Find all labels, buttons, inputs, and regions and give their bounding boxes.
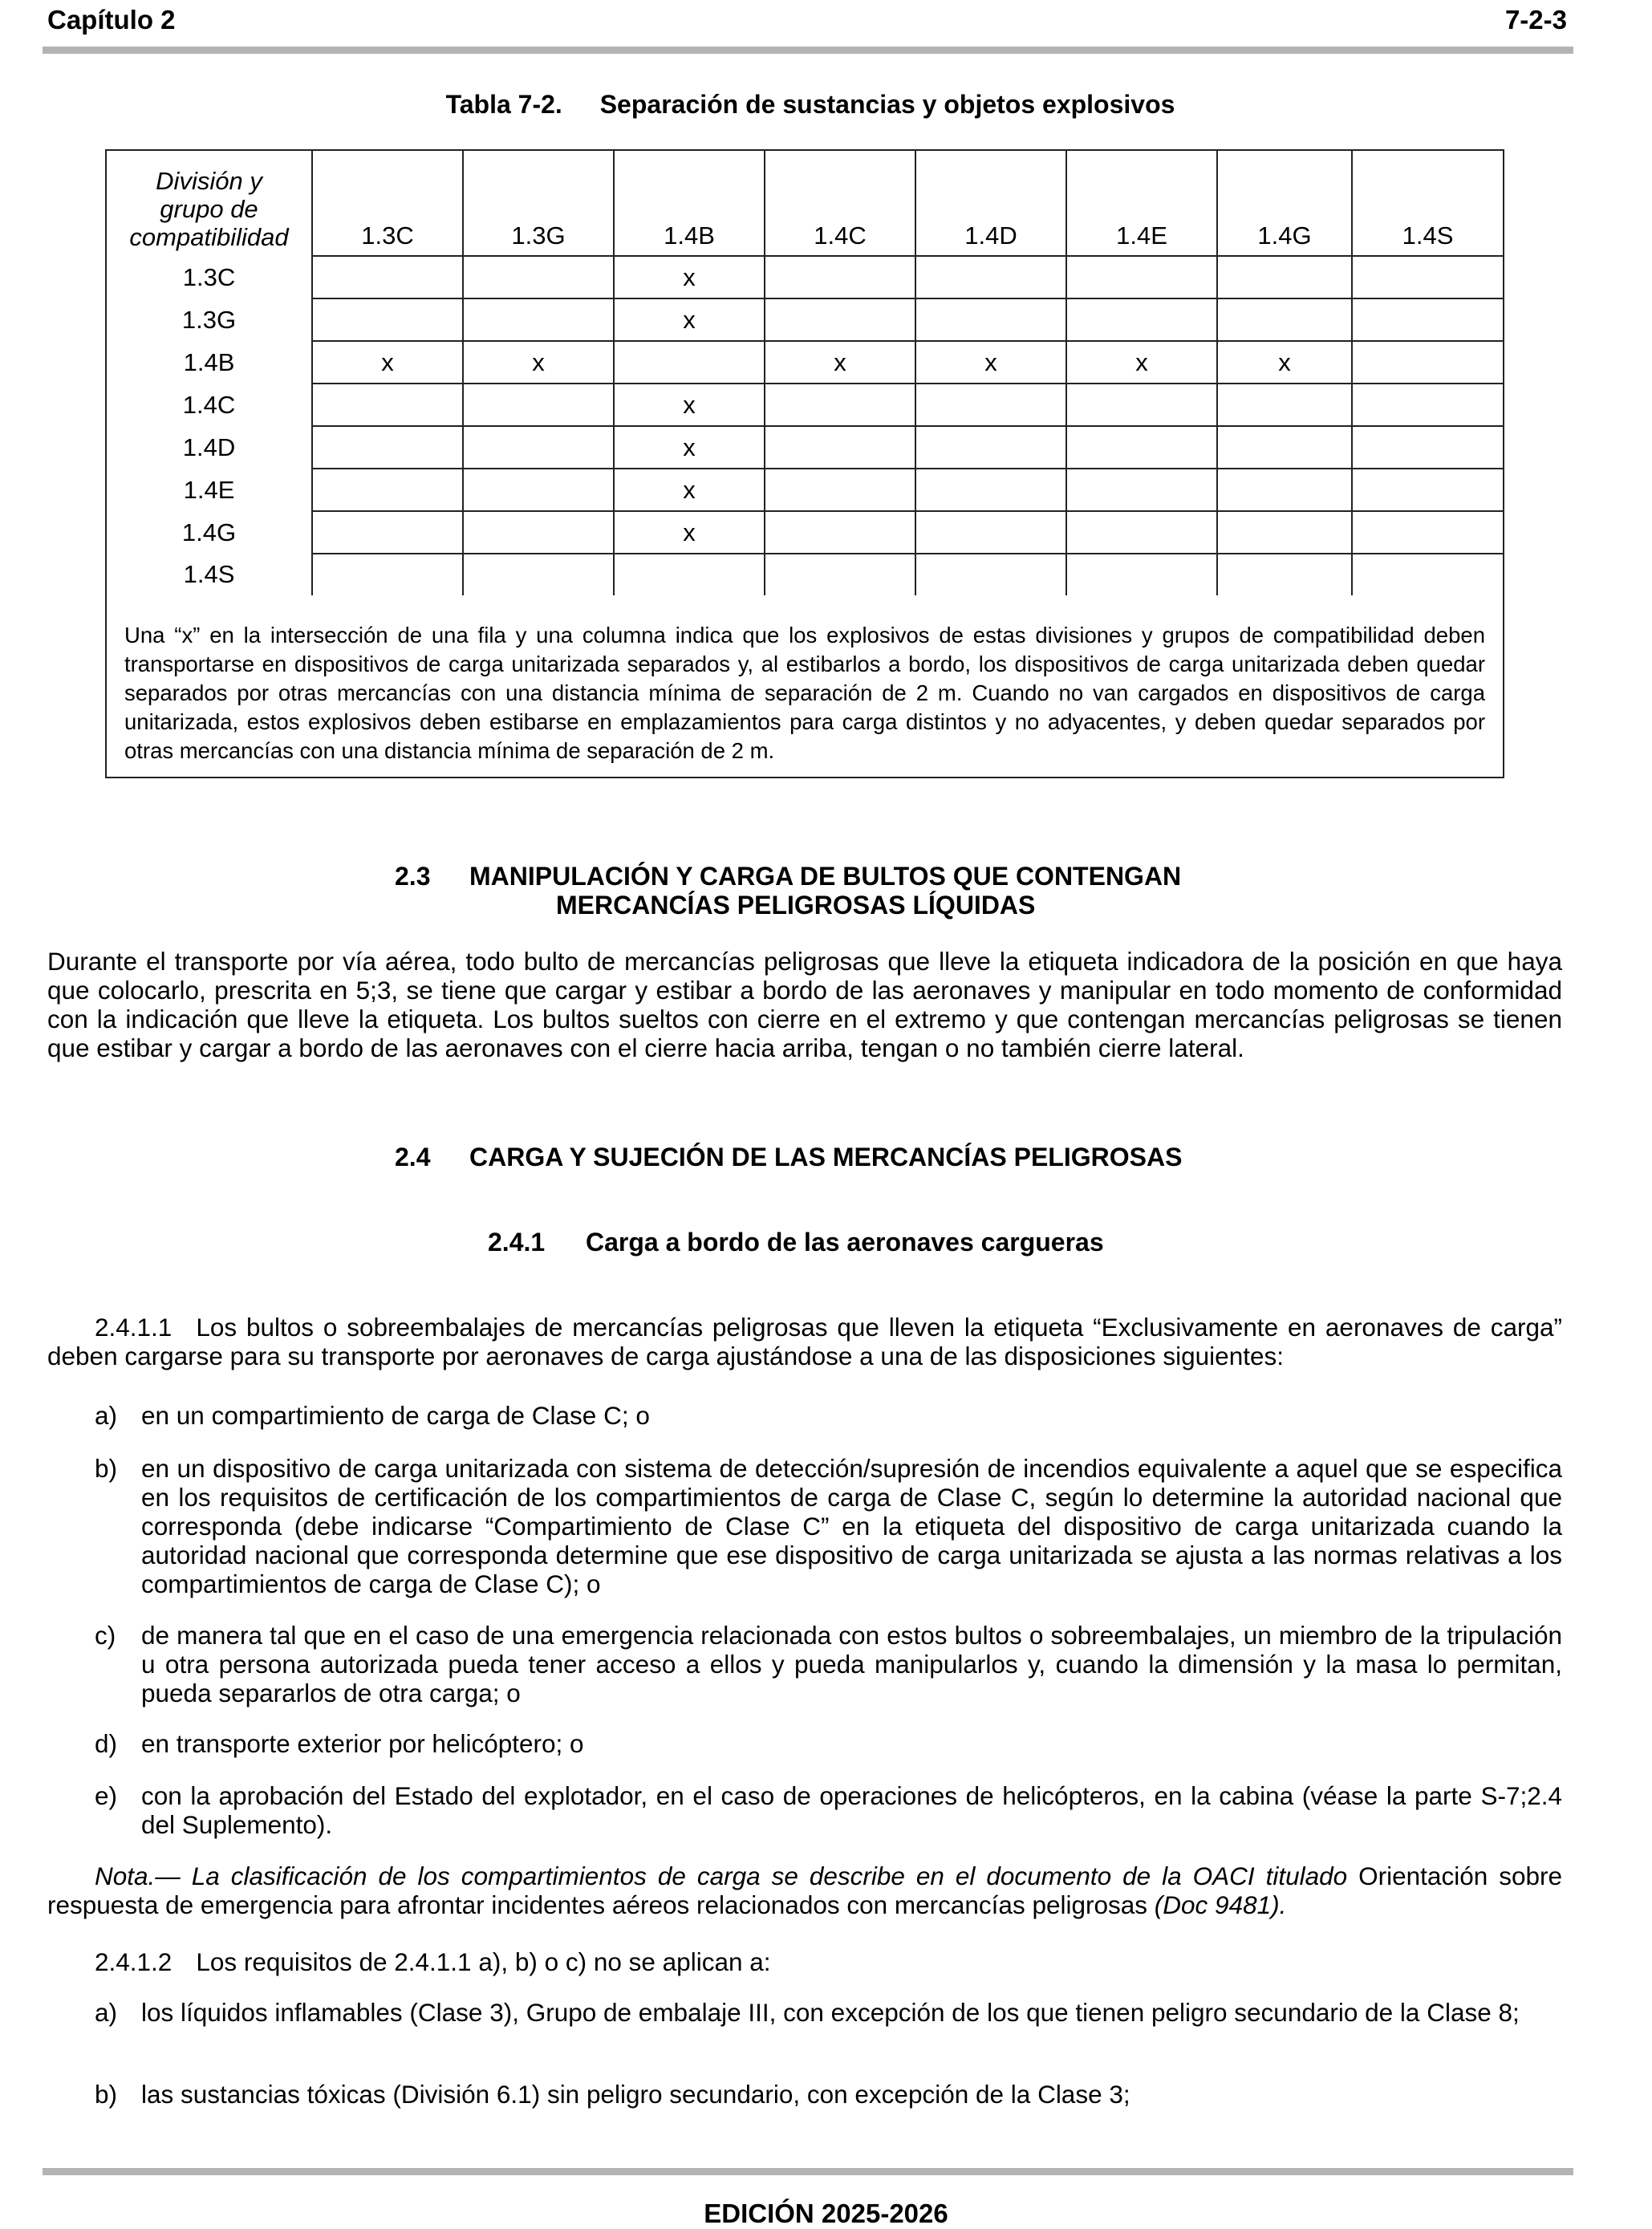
list-item-label: e) [95, 1781, 118, 1810]
table-cell: x [765, 341, 915, 384]
note-lead: Nota.— La clasificación de los compartimientos de carga se describe en el documento de la OACI titulado [95, 1862, 1348, 1890]
footer-rule [43, 2168, 1573, 2175]
table-cell [1066, 469, 1217, 511]
section-number: 2.3 [395, 862, 431, 891]
list-item-text: con la aprobación del Estado del explotador, en el caso de operaciones de helicópteros, en la cabina (véase la parte S-7;2.4 del Suplemento). [141, 1781, 1562, 1839]
table-row [107, 554, 1503, 595]
table-row [107, 384, 1503, 426]
table-cell [765, 511, 915, 554]
list-item-label: d) [95, 1729, 118, 1758]
separation-table [107, 151, 1503, 595]
table-cell [1217, 298, 1352, 341]
table-cell [1066, 384, 1217, 426]
list-item [47, 1998, 1562, 2027]
table-row [107, 469, 1503, 511]
table-cell [463, 469, 614, 511]
table-cell [312, 511, 463, 554]
row-header: 1.4C [107, 384, 312, 426]
table-cell [1352, 511, 1503, 554]
table-caption-label: Tabla 7-2. [445, 90, 562, 119]
table-cell [1217, 384, 1352, 426]
table-cell [1352, 298, 1503, 341]
table-cell [1352, 469, 1503, 511]
chapter-label: Capítulo 2 [47, 5, 176, 35]
list-item-text: en un dispositivo de carga unitarizada con sistema de detección/supresión de incendios equivalente a aquel que se especifica en los requisitos de certificación de los compartimientos de carga de Clase C, según lo determine la autoridad nacional que corresponda (debe indicarse “Compartimiento de Clase C” en la etiqueta del dispositivo de carga unitarizada cuando la autoridad nacional que corresponda determine que ese dispositivo de carga unitarizada se ajusta a las normas relativas a los compartimientos de carga de Clase C); o [141, 1454, 1562, 1598]
column-header: 1.3G [463, 151, 614, 256]
paragraph-number: 2.4.1.2 [95, 1947, 173, 1976]
list-item-text: en transporte exterior por helicóptero; o [141, 1729, 584, 1758]
table-note: Una “x” en la intersección de una fila y una columna indica que los explosivos de estas divisiones y grupos de compatibilidad deben transportarse en dispositivos de carga unitarizada separados y, al estibarlos a bordo, los dispositivos de carga unitarizada deben quedar separados por otras mercancías con una distancia mínima de separación de 2 m. Cuando no van cargados en dispositivos de carga unitarizada, estos explosivos deben estibarse en emplazamientos para carga distintos y no adyacentes, y deben quedar separados por otras mercancías con una distancia mínima de separación de 2 m. [124, 623, 1485, 763]
row-header: 1.4G [107, 511, 312, 554]
table-caption [0, 90, 1621, 120]
table-cell [1066, 256, 1217, 298]
list-item-text: de manera tal que en el caso de una emergencia relacionada con estos bultos o sobreembalajes, un miembro de la tripulación u otra persona autorizada pueda tener acceso a ellos y pueda manipularlos y, cuando la dimensión y la masa lo permitan, pueda separarlos de otra carga; o [141, 1621, 1562, 1707]
section-title: Carga a bordo de las aeronaves cargueras [586, 1228, 1104, 1257]
list-item [47, 1401, 1562, 1430]
table-cell: x [614, 256, 765, 298]
section-number: 2.4 [395, 1143, 431, 1171]
list-item-label: b) [95, 2080, 118, 2109]
header-rule [43, 47, 1573, 54]
table-cell [463, 554, 614, 595]
corner-line: grupo de [160, 195, 258, 223]
row-header: 1.3G [107, 298, 312, 341]
corner-line: División y [156, 167, 262, 195]
row-header: 1.4S [107, 554, 312, 595]
table-cell: x [1217, 341, 1352, 384]
table-cell [1352, 426, 1503, 469]
table-cell [1066, 511, 1217, 554]
section-2-4-heading [395, 1143, 1182, 1172]
table-cell: x [312, 341, 463, 384]
table-cell [614, 554, 765, 595]
list-item-label: c) [95, 1621, 116, 1650]
table-cell [915, 298, 1066, 341]
column-header: 1.4D [915, 151, 1066, 256]
table-cell [765, 554, 915, 595]
section-2-3-heading [395, 862, 1181, 891]
table-cell [915, 469, 1066, 511]
note-paragraph [47, 1862, 1562, 1919]
list-item-text: las sustancias tóxicas (División 6.1) sin peligro secundario, con excepción de la Clase 3; [141, 2080, 1130, 2109]
separation-table-frame [105, 149, 1504, 778]
table-cell [1066, 426, 1217, 469]
table-row [107, 256, 1503, 298]
table-cell [765, 298, 915, 341]
column-header: 1.4G [1217, 151, 1352, 256]
table-cell [1217, 469, 1352, 511]
table-cell [1217, 511, 1352, 554]
table-cell [312, 469, 463, 511]
table-cell [463, 426, 614, 469]
paragraph-2-4-1-1 [47, 1313, 1562, 1370]
table-cell [614, 341, 765, 384]
column-header: 1.3C [312, 151, 463, 256]
table-cell [1352, 554, 1503, 595]
list-item [47, 2080, 1562, 2109]
table-cell [463, 384, 614, 426]
table-caption-title: Separación de sustancias y objetos explosivos [599, 90, 1175, 119]
table-row [107, 426, 1503, 469]
table-cell: x [614, 469, 765, 511]
table-cell [915, 256, 1066, 298]
list-item-label: b) [95, 1454, 118, 1483]
list-item [47, 1729, 1562, 1758]
table-row [107, 341, 1503, 384]
table-cell [1217, 554, 1352, 595]
section-number: 2.4.1 [488, 1228, 546, 1257]
column-header: 1.4S [1352, 151, 1503, 256]
section-title: CARGA Y SUJECIÓN DE LAS MERCANCÍAS PELIGROSAS [469, 1143, 1183, 1171]
table-cell [915, 511, 1066, 554]
paragraph-2-4-1-2 [47, 1947, 1562, 1976]
table-cell: x [614, 511, 765, 554]
table-cell [1066, 298, 1217, 341]
page-number: 7-2-3 [1504, 5, 1567, 35]
note-title: Orientación sobre respuesta de emergencia para afrontar incidentes aéreos relacionados con mercancías peligrosas [47, 1862, 1562, 1919]
table-cell [312, 384, 463, 426]
section-2-4-1-heading [488, 1228, 1104, 1257]
row-header: 1.4B [107, 341, 312, 384]
table-cell [765, 384, 915, 426]
table-cell [1352, 341, 1503, 384]
column-header: 1.4E [1066, 151, 1217, 256]
list-item-text: los líquidos inflamables (Clase 3), Grupo de embalaje III, con excepción de los que tienen peligro secundario de la Clase 8; [141, 1998, 1520, 2027]
table-cell: x [614, 298, 765, 341]
table-cell [312, 298, 463, 341]
paragraph-number: 2.4.1.1 [95, 1313, 173, 1342]
table-row [107, 298, 1503, 341]
table-cell [1217, 426, 1352, 469]
table-cell [463, 256, 614, 298]
table-cell: x [1066, 341, 1217, 384]
paragraph-text: Los bultos o sobreembalajes de mercancías peligrosas que lleven la etiqueta “Exclusivamente en aeronaves de carga” deben cargarse para su transporte por aeronaves de carga ajustándose a una de las disposiciones siguientes: [47, 1313, 1562, 1370]
table-cell [1352, 256, 1503, 298]
edition-footer: EDICIÓN 2025-2026 [704, 2199, 948, 2228]
row-header: 1.3C [107, 256, 312, 298]
note-tail: (Doc 9481). [1147, 1890, 1287, 1919]
section-title-line2: MERCANCÍAS PELIGROSAS LÍQUIDAS [556, 891, 1036, 920]
corner-line: compatibilidad [129, 223, 289, 251]
list-item [47, 1454, 1562, 1598]
section-2-3-body: Durante el transporte por vía aérea, todo bulto de mercancías peligrosas que lleve la etiqueta indicadora de la posición en que haya que colocarlo, prescrita en 5;3, se tiene que cargar y estibar a bordo de las aeronaves y manipular en todo momento de conformidad con la indicación que lleve la etiqueta. Los bultos sueltos con cierre en el extremo y que contengan mercancías peligrosas se tienen que estibar y cargar a bordo de las aeronaves con el cierre hacia arriba, tengan o no también cierre lateral. [47, 947, 1562, 1062]
table-cell [915, 554, 1066, 595]
column-header: 1.4B [614, 151, 765, 256]
table-cell: x [915, 341, 1066, 384]
table-cell: x [463, 341, 614, 384]
row-header: 1.4D [107, 426, 312, 469]
list-item [47, 1621, 1562, 1707]
table-cell [463, 511, 614, 554]
table-cell [915, 426, 1066, 469]
table-cell [312, 256, 463, 298]
table-cell [1352, 384, 1503, 426]
table-cell [312, 554, 463, 595]
table-row [107, 511, 1503, 554]
table-cell [915, 384, 1066, 426]
paragraph-text: Los requisitos de 2.4.1.1 a), b) o c) no se aplican a: [196, 1947, 771, 1976]
list-item [47, 1781, 1562, 1839]
table-cell [312, 426, 463, 469]
table-cell [1217, 256, 1352, 298]
table-cell [765, 426, 915, 469]
table-cell [463, 298, 614, 341]
section-title-line1: MANIPULACIÓN Y CARGA DE BULTOS QUE CONTENGAN [469, 862, 1182, 891]
table-cell [765, 469, 915, 511]
column-header: 1.4C [765, 151, 915, 256]
list-item-text: en un compartimiento de carga de Clase C; o [141, 1401, 650, 1430]
list-item-label: a) [95, 1401, 118, 1430]
row-header: 1.4E [107, 469, 312, 511]
corner-header [107, 151, 312, 256]
table-cell: x [614, 384, 765, 426]
list-item-label: a) [95, 1998, 118, 2027]
table-cell [1066, 554, 1217, 595]
table-cell: x [614, 426, 765, 469]
table-cell [765, 256, 915, 298]
